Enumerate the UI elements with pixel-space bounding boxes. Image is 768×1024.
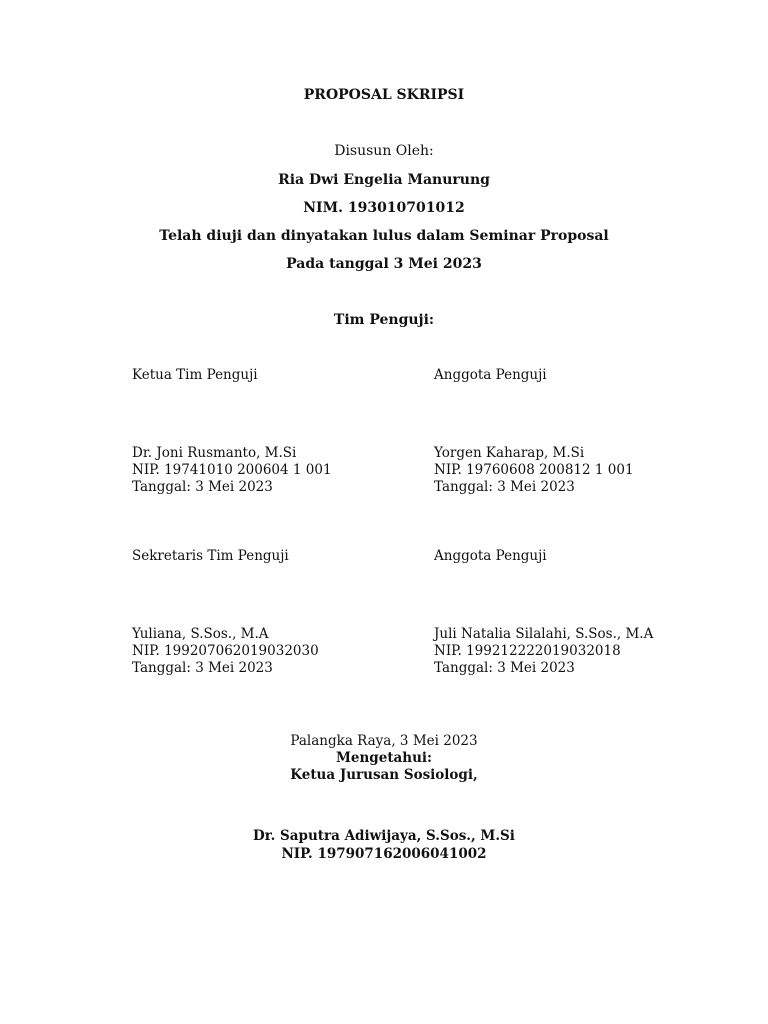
examiner-role: Sekretaris Tim Penguji [132,548,289,564]
examiner-name: Yuliana, S.Sos., M.A [132,626,269,642]
document-title: PROPOSAL SKRIPSI [303,87,465,103]
exam-statement: Telah diuji dan dinyatakan lulus dalam Seminar Proposal [159,228,609,244]
head-nip: NIP. 197907162006041002 [281,846,487,862]
examiner-date: Tanggal: 3 Mei 2023 [434,479,575,495]
prepared-by-label: Disusun Oleh: [334,143,434,159]
examiner-nip: NIP. 19741010 200604 1 001 [132,462,332,478]
author-nim: NIM. 193010701012 [303,200,465,216]
examiner-nip: NIP. 199207062019032030 [132,643,319,659]
exam-date: Pada tanggal 3 Mei 2023 [286,256,482,272]
team-heading: Tim Penguji: [333,312,435,328]
examiner-date: Tanggal: 3 Mei 2023 [132,660,273,676]
examiner-date: Tanggal: 3 Mei 2023 [132,479,273,495]
examiner-name: Yorgen Kaharap, M.Si [434,445,585,461]
author-name: Ria Dwi Engelia Manurung [278,172,490,188]
head-name: Dr. Saputra Adiwijaya, S.Sos., M.Si [253,828,515,844]
examiner-role: Anggota Penguji [434,367,547,383]
acknowledged-label: Mengetahui: [335,750,433,766]
examiner-name: Dr. Joni Rusmanto, M.Si [132,445,297,461]
examiner-nip: NIP. 19760608 200812 1 001 [434,462,634,478]
examiner-nip: NIP. 199212222019032018 [434,643,621,659]
head-position: Ketua Jurusan Sosiologi, [290,767,478,783]
examiner-date: Tanggal: 3 Mei 2023 [434,660,575,676]
examiner-role: Ketua Tim Penguji [132,367,258,383]
place-date: Palangka Raya, 3 Mei 2023 [290,733,478,749]
examiner-role: Anggota Penguji [434,548,547,564]
examiner-name: Juli Natalia Silalahi, S.Sos., M.A [434,626,654,642]
